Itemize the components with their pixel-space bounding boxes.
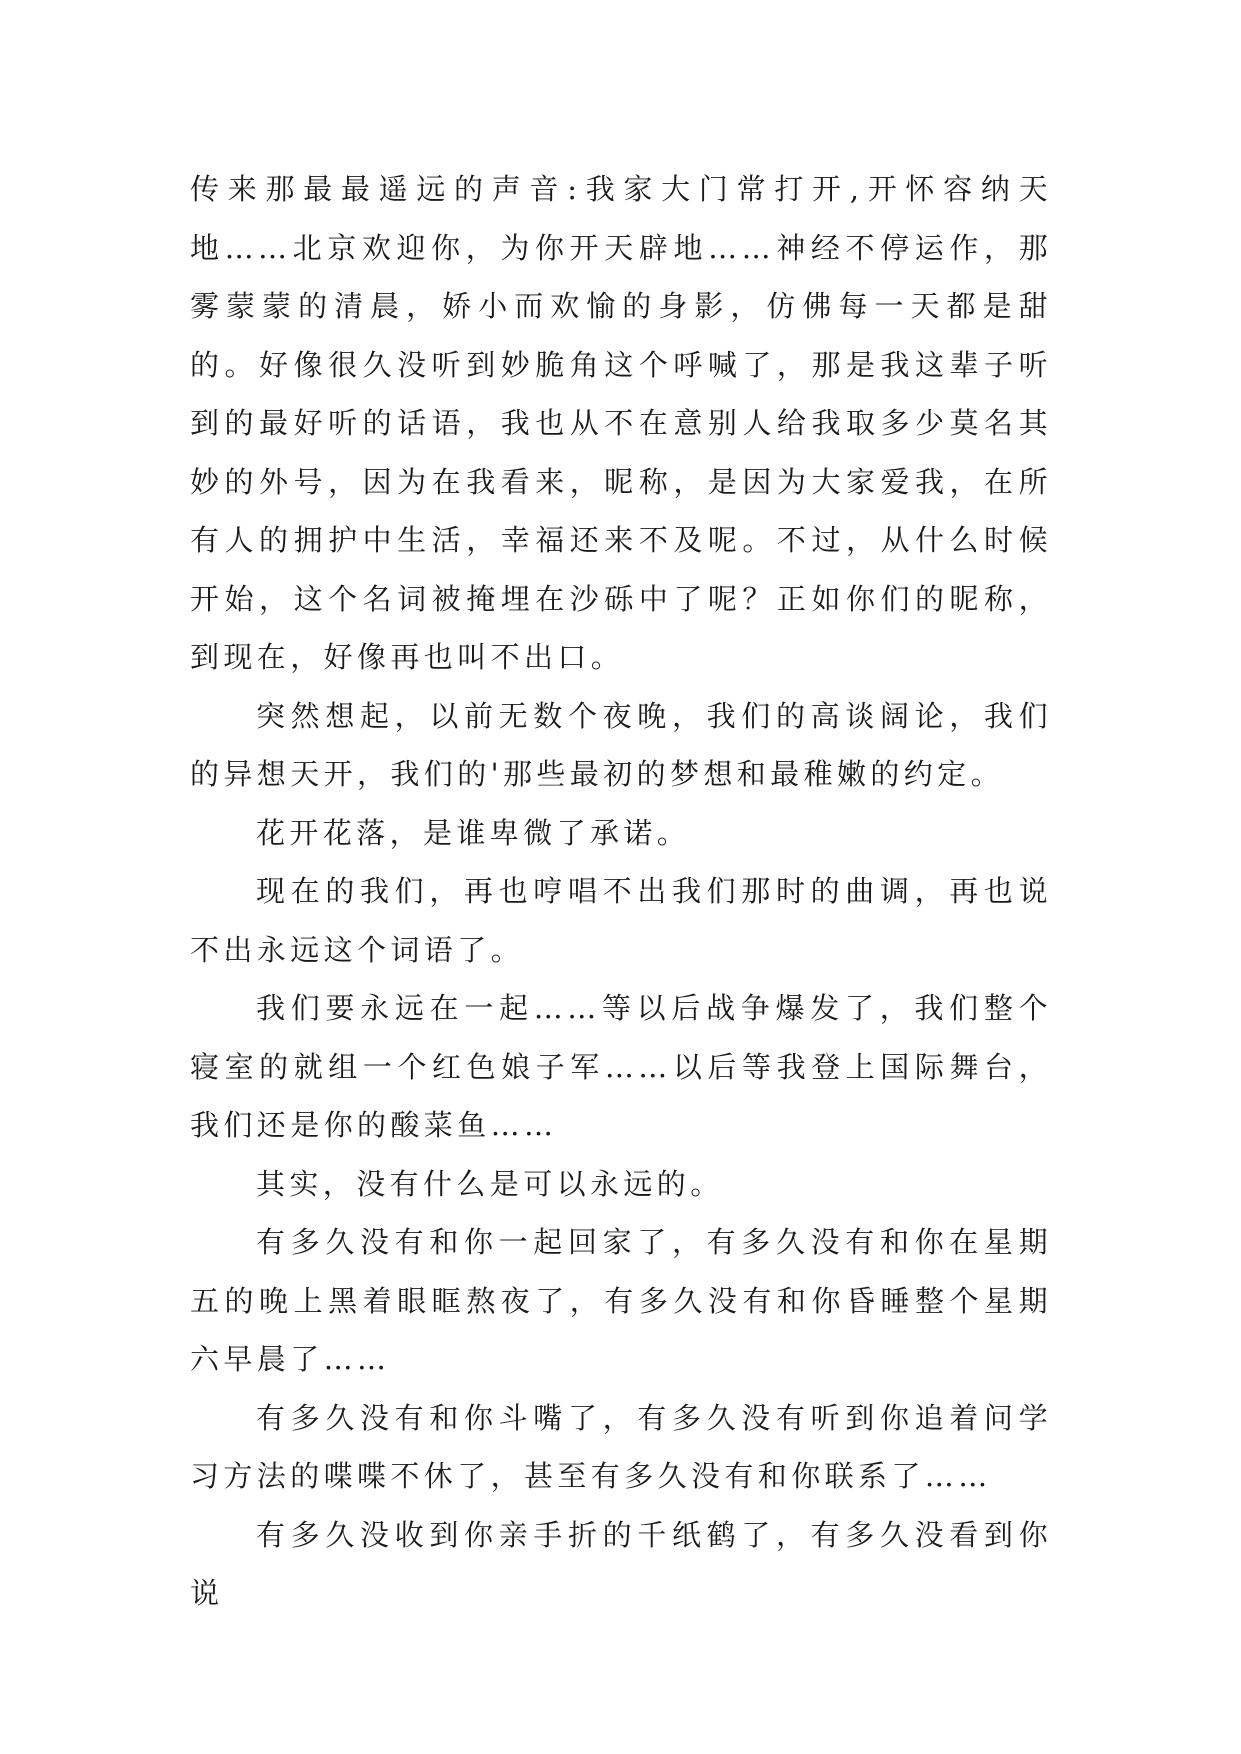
paragraph-3: 花开花落，是谁卑微了承诺。 [256, 815, 691, 850]
paragraph-5: 我们要永远在一起……等以后战争爆发了，我们整个寝室的就组一个红色娘子军……以后等我登上国际舞台，我们还是你的酸菜鱼…… [190, 991, 1052, 1142]
paragraph-6: 其实，没有什么是可以永远的。 [256, 1166, 724, 1201]
paragraph-1: 传来那最最遥远的声音:我家大门常打开,开怀容纳天地……北京欢迎你，为你开天辟地……神经不停运作，那雾蒙蒙的清晨，娇小而欢愉的身影，仿佛每一天都是甜的。好像很久没听到妙脆角这个呼喊了，那是我这辈子听到的最好听的话语，我也从不在意别人给我取多少莫名其妙的外号，因为在我看来，昵称，是因为大家爱我，在所有人的拥护中生活，幸福还来不及呢。不过，从什么时候开始，这个名词被掩埋在沙砾中了呢？正如你们的昵称，到现在，好像再也叫不出口。 [190, 172, 1052, 674]
paragraph-2: 突然想起，以前无数个夜晚，我们的高谈阔论，我们的异想天开，我们的'那些最初的梦想和最稚嫩的约定。 [190, 698, 1052, 791]
paragraph-9: 有多久没收到你亲手折的千纸鹤了，有多久没看到你说 [190, 1517, 1052, 1610]
paragraph-8: 有多久没有和你斗嘴了，有多久没有听到你追着问学习方法的喋喋不休了，甚至有多久没有和你联系了…… [190, 1400, 1052, 1493]
document-body [190, 160, 1052, 1623]
paragraph-7: 有多久没有和你一起回家了，有多久没有和你在星期五的晚上黑着眼眶熬夜了，有多久没有和你昏睡整个星期六早晨了…… [190, 1225, 1052, 1376]
paragraph-4: 现在的我们，再也哼唱不出我们那时的曲调，再也说不出永远这个词语了。 [190, 874, 1052, 967]
